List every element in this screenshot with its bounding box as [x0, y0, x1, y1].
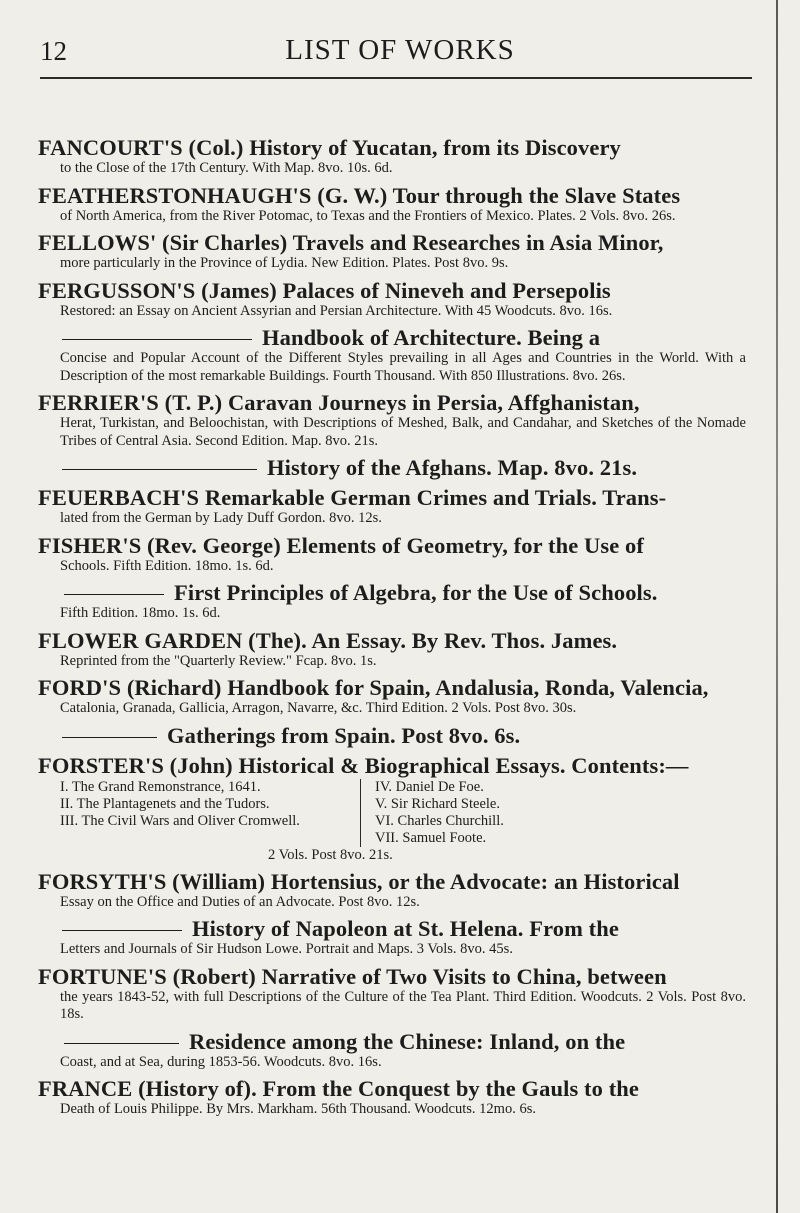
contents-item: I. The Grand Remonstrance, 1641.	[60, 778, 261, 795]
entry-detail: Letters and Journals of Sir Hudson Lowe. Portrait and Maps. 3 Vols. 8vo. 45s.	[60, 941, 513, 957]
entry-title: FANCOURT'S (Col.) History of Yucatan, from its Discovery	[38, 135, 621, 160]
contents-item: IV. Daniel De Foe.	[375, 778, 484, 795]
entry-title: FORSTER'S (John) Historical & Biographical Essays. Contents:—	[38, 752, 689, 778]
entry-title: History of the Afghans. Map. 8vo. 21s.	[267, 455, 638, 480]
entry-title: FISHER'S (Rev. George) Elements of Geometry, for the Use of	[38, 532, 644, 558]
ditto-rule	[62, 737, 157, 738]
entry-fisher-algebra	[38, 580, 746, 623]
entry-france-history	[38, 1076, 746, 1119]
entry-title: FORD'S (Richard) Handbook for Spain, Andalusia, Ronda, Valencia,	[38, 675, 709, 700]
entry-title: FORTUNE'S (Robert) Narrative of Two Visits to China, between	[38, 963, 667, 989]
contents-table	[38, 779, 746, 847]
entry-forsyth-napoleon	[38, 916, 746, 959]
entry-title: FEATHERSTONHAUGH'S (G. W.) Tour through the Slave States	[38, 182, 681, 208]
entry-detail: Herat, Turkistan, and Beloochistan, with Descriptions of Meshed, Balk, and Candahar, and Sketches of the Nomade Tribes of Central Asia. Second Edition. Map. 8vo. 21s.	[60, 415, 746, 449]
entry-detail: Essay on the Office and Duties of an Advocate. Post 8vo. 12s.	[60, 893, 420, 910]
ditto-rule	[62, 930, 182, 931]
contents-left-column	[60, 779, 360, 847]
ditto-rule	[62, 339, 252, 340]
contents-item: II. The Plantagenets and the Tudors.	[60, 795, 270, 812]
entry-detail: to the Close of the 17th Century. With Map. 8vo. 10s. 6d.	[60, 160, 393, 176]
entry-title: FORSYTH'S (William) Hortensius, or the Advocate: an Historical	[38, 868, 680, 894]
entry-forsyth-hortensius	[38, 869, 746, 912]
entry-ford-gatherings	[38, 723, 746, 748]
page-edge	[776, 0, 778, 1213]
entry-detail: Catalonia, Granada, Gallicia, Arragon, Navarre, &c. Third Edition. 2 Vols. Post 8vo. 30s.	[60, 700, 577, 716]
entry-title: FLOWER GARDEN (The). An Essay. By Rev. Thos. James.	[38, 627, 618, 653]
entry-fortune-residence	[38, 1029, 746, 1072]
entry-detail: lated from the German by Lady Duff Gordon. 8vo. 12s.	[60, 510, 382, 526]
ditto-rule	[64, 594, 164, 595]
entry-fancourt	[38, 135, 746, 178]
entry-title: FERRIER'S (T. P.) Caravan Journeys in Persia, Affghanistan,	[38, 390, 640, 415]
entry-detail: Death of Louis Philippe. By Mrs. Markham. 56th Thousand. Woodcuts. 12mo. 6s.	[60, 1101, 536, 1117]
contents-item: V. Sir Richard Steele.	[375, 795, 500, 812]
entry-title: FEUERBACH'S Remarkable German Crimes and Trials. Trans-	[38, 485, 667, 510]
entry-title: History of Napoleon at St. Helena. From the	[192, 916, 619, 941]
entry-fellows	[38, 230, 746, 273]
entry-detail: the years 1843-52, with full Descriptions of the Culture of the Tea Plant. Third Edition. Woodcuts. 2 Vols. Post 8vo. 18s.	[60, 988, 746, 1022]
entry-ford-handbook	[38, 675, 746, 718]
entry-detail: more particularly in the Province of Lydia. New Edition. Plates. Post 8vo. 9s.	[60, 255, 509, 271]
contents-item: III. The Civil Wars and Oliver Cromwell.	[60, 812, 300, 829]
contents-right-column	[360, 779, 504, 847]
ditto-rule	[64, 1043, 179, 1044]
entry-detail: Reprinted from the "Quarterly Review." Fcap. 8vo. 1s.	[60, 652, 377, 669]
contents-item: VI. Charles Churchill.	[375, 812, 504, 829]
entry-featherstonhaugh	[38, 183, 746, 226]
entry-ferrier-afghans	[38, 455, 746, 480]
entry-title: FELLOWS' (Sir Charles) Travels and Researches in Asia Minor,	[38, 230, 664, 255]
entry-fergusson-palaces	[38, 278, 746, 321]
entry-feuerbach	[38, 485, 746, 528]
entry-detail: Schools. Fifth Edition. 18mo. 1s. 6d.	[60, 557, 274, 574]
contents-item: VII. Samuel Foote.	[375, 829, 487, 846]
entry-detail: Restored: an Essay on Ancient Assyrian and Persian Architecture. With 45 Woodcuts. 8vo. 16s.	[60, 302, 613, 319]
entry-volumes: 2 Vols. Post 8vo. 21s.	[268, 846, 393, 863]
entry-title: Handbook of Architecture. Being a	[262, 325, 601, 350]
entry-forster	[38, 753, 746, 864]
entry-title: Residence among the Chinese: Inland, on the	[189, 1028, 626, 1054]
entry-detail: Concise and Popular Account of the Different Styles prevailing in all Ages and Countries in the World. With a Description of the most remarkable Buildings. Fourth Thousand. With 850 Illustrations. 8vo. 26s.	[60, 350, 746, 384]
page-number: 12	[40, 36, 67, 66]
entry-detail: Fifth Edition. 18mo. 1s. 6d.	[60, 605, 221, 621]
works-list	[38, 135, 746, 1124]
entry-detail: Coast, and at Sea, during 1853-56. Woodcuts. 8vo. 16s.	[60, 1053, 382, 1070]
entry-title: FERGUSSON'S (James) Palaces of Nineveh and Persepolis	[38, 277, 611, 303]
entry-title: First Principles of Algebra, for the Use of Schools.	[174, 580, 658, 605]
entry-title: Gatherings from Spain. Post 8vo. 6s.	[167, 722, 521, 748]
entry-fortune-narrative	[38, 964, 746, 1024]
running-head: LIST OF WORKS	[285, 34, 515, 66]
entry-fergusson-handbook	[38, 325, 746, 385]
header-rule	[40, 77, 752, 79]
entry-fisher-geometry	[38, 533, 746, 576]
entry-title: FRANCE (History of). From the Conquest by the Gauls to the	[38, 1076, 639, 1101]
ditto-rule	[62, 469, 257, 470]
entry-detail: of North America, from the River Potomac, to Texas and the Frontiers of Mexico. Plates. 2 Vols. 8vo. 26s.	[60, 207, 676, 224]
entry-flower-garden	[38, 628, 746, 671]
entry-ferrier-journeys	[38, 390, 746, 450]
